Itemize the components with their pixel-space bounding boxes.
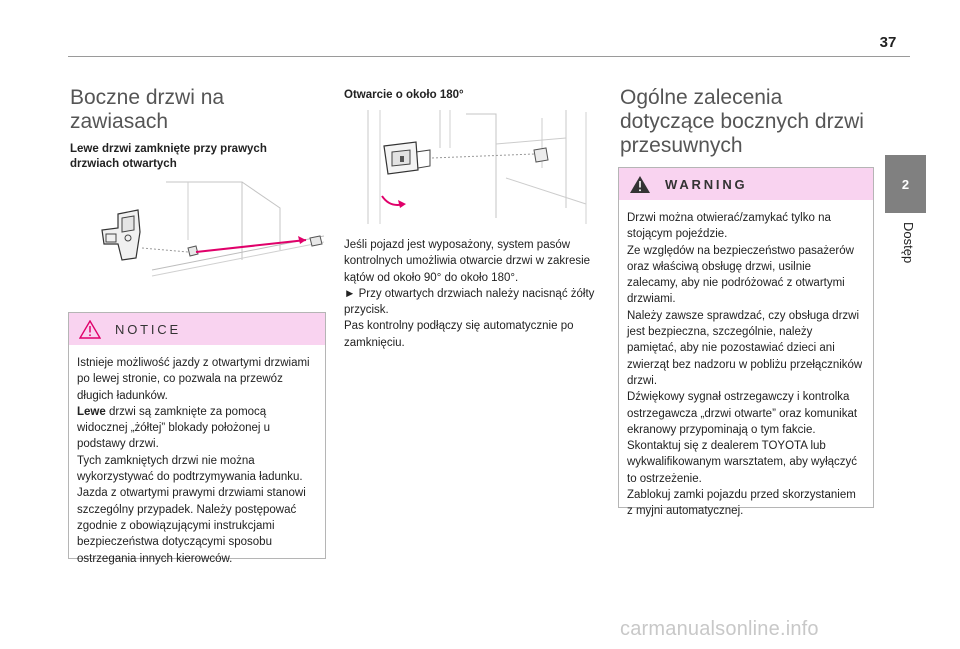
warning-triangle-icon [629, 175, 651, 194]
top-rule [68, 56, 910, 57]
warning-line: Drzwi można otwierać/zamykać tylko na stojącym pojeździe. [627, 212, 831, 241]
notice-box [68, 312, 326, 565]
section-label: Dostęp [901, 222, 916, 264]
notice-bold-word: Lewe [77, 405, 106, 418]
warning-line: Należy zawsze sprawdzać, czy obsługa drzwi jest bezpieczna, szczególnie, należy pamiętać, aby nie pozostawiać dzieci ani zwierząt bez nadzoru w pobliżu przełączników drzwi. [627, 309, 863, 387]
notice-heading: NOTICE [115, 321, 181, 337]
warning-box [618, 167, 874, 518]
middle-body [344, 237, 599, 351]
warning-line: Ze względów na bezpieczeństwo pasażerów oraz właściwą obsługę drzwi, usilnie zalecamy, aby nie podróżować z otwartymi drzwiami. [627, 244, 854, 306]
left-door-lock-illustration [92, 178, 330, 288]
warning-line: Zablokuj zamki pojazdu przed skorzystaniem z myjni automatycznej. [627, 489, 856, 518]
section-tab[interactable]: 2 [885, 155, 926, 213]
middle-line: ► Przy otwartych drzwiach należy nacisnąć żółty przycisk. [344, 287, 595, 317]
notice-body [69, 345, 325, 567]
warning-triangle-icon [79, 320, 101, 339]
door-check-strap-illustration [346, 108, 600, 226]
notice-header [69, 313, 325, 345]
left-subtitle: Lewe drzwi zamknięte przy prawych drzwiach otwartych [70, 143, 267, 170]
warning-header [619, 168, 873, 200]
notice-line: Tych zamkniętych drzwi nie można wykorzystywać do podtrzymywania ładunku. [77, 454, 303, 484]
warning-body [619, 200, 873, 520]
middle-subtitle: Otwarcie o około 180° [344, 89, 464, 101]
warning-line: Dźwiękowy sygnał ostrzegawczy i kontrolka ostrzegawcza „drzwi otwarte” oraz komunikat ekranowy przypominają o tym fakcie. [627, 391, 858, 436]
notice-line: Jazda z otwartymi prawymi drzwiami stanowi szczególny przypadek. Należy postępować zgodnie z obowiązującymi instrukcjami bezpieczeństwa dotyczącymi sposobu ostrzegania innych kierowców. [77, 487, 306, 565]
middle-line: Jeśli pojazd jest wyposażony, system pasów kontrolnych umożliwia otwarcie drzwi w zakresie kątów od około 90° do około 180°. [344, 239, 591, 284]
warning-heading: WARNING [665, 176, 748, 192]
watermark: carmanualsonline.info [620, 618, 819, 640]
notice-line: Istnieje możliwość jazdy z otwartymi drzwiami po lewej stronie, co pozwala na przewóz długich ładunków. [77, 357, 310, 402]
left-section-title: Boczne drzwi na zawiasach [70, 86, 225, 133]
notice-line [77, 404, 315, 453]
page-number: 37 [879, 34, 897, 51]
middle-line: Pas kontrolny podłączy się automatycznie po zamknięciu. [344, 320, 574, 349]
notice-line-rest: drzwi są zamknięte za pomocą widocznej „żółtej” blokady położonej u podstawy drzwi. [77, 405, 271, 451]
right-section-title: Ogólne zalecenia dotyczące bocznych drzwi przesuwnych [620, 86, 864, 157]
warning-line: Skontaktuj się z dealerem TOYOTA lub wykwalifikowanym warsztatem, aby wyłączyć to ostrzeżenie. [627, 440, 858, 485]
